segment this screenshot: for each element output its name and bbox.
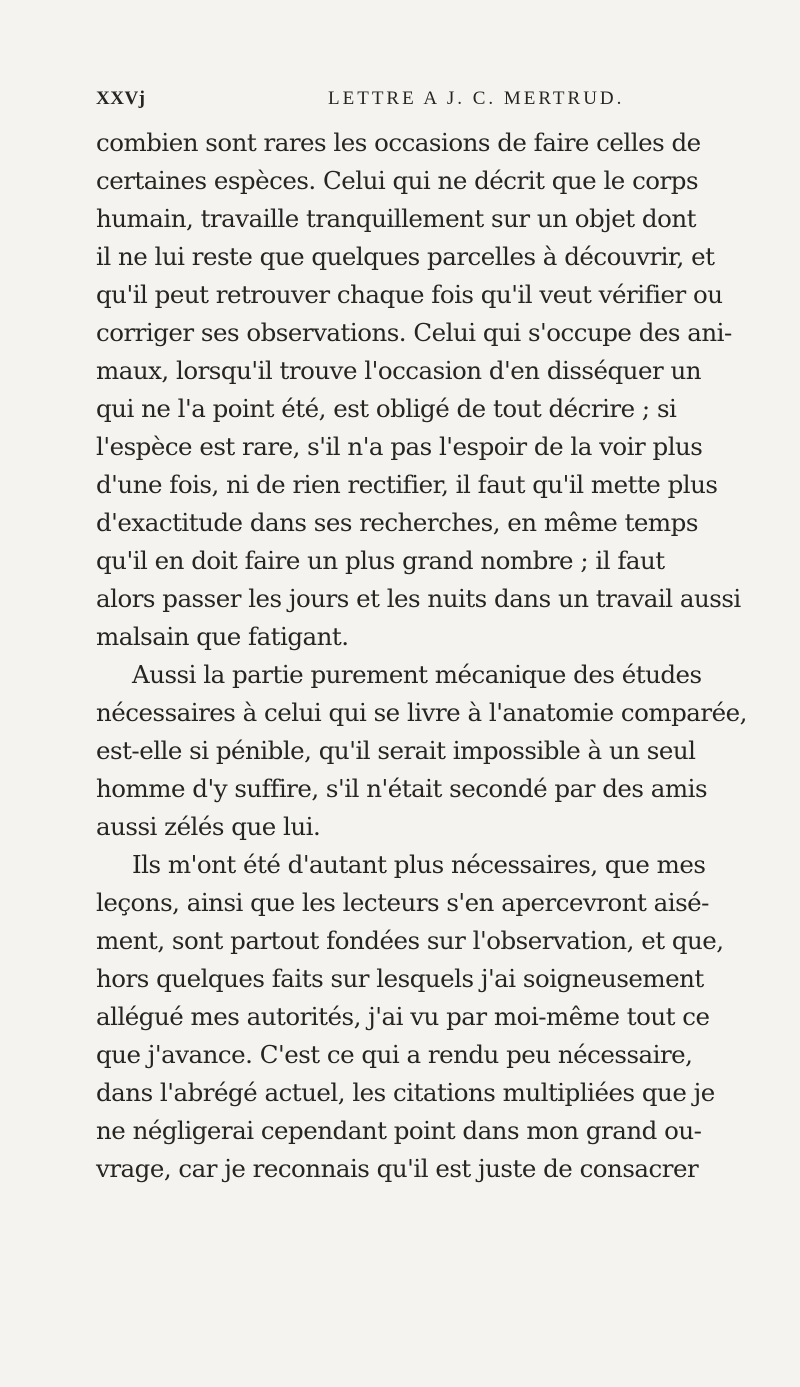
text-line: qu'il en doit faire un plus grand nombre ; il faut (96, 546, 665, 575)
text-line: alors passer les jours et les nuits dans un travail aussi (96, 584, 741, 613)
page-number: XXVj (96, 88, 146, 109)
text-line: humain, travaille tranquillement sur un objet dont (96, 204, 696, 233)
text-line: il ne lui reste que quelques parcelles à découvrir, et (96, 242, 715, 271)
paragraph-first-line: Aussi la partie purement mécanique des études (132, 660, 702, 689)
paragraph-first-line: Ils m'ont été d'autant plus nécessaires, que mes (132, 850, 706, 879)
text-line: nécessaires à celui qui se livre à l'anatomie comparée, (96, 698, 747, 727)
text-line: allégué mes autorités, j'ai vu par moi-même tout ce (96, 1002, 710, 1031)
text-line: est-elle si pénible, qu'il serait impossible à un seul (96, 736, 696, 765)
text-line: combien sont rares les occasions de faire celles de (96, 128, 701, 157)
text-line: qui ne l'a point été, est obligé de tout décrire ; si (96, 394, 677, 423)
text-line: homme d'y suffire, s'il n'était secondé par des amis (96, 774, 708, 803)
text-line: dans l'abrégé actuel, les citations multipliées que je (96, 1078, 715, 1107)
text-line: l'espèce est rare, s'il n'a pas l'espoir de la voir plus (96, 432, 703, 461)
text-line: d'une fois, ni de rien rectifier, il faut qu'il mette plus (96, 470, 718, 499)
body-text (96, 124, 747, 1188)
text-line: qu'il peut retrouver chaque fois qu'il veut vérifier ou (96, 280, 723, 309)
text-line: ment, sont partout fondées sur l'observation, et que, (96, 926, 724, 955)
text-line: ne négligerai cependant point dans mon grand ou- (96, 1116, 702, 1145)
text-line: certaines espèces. Celui qui ne décrit que le corps (96, 166, 699, 195)
text-line: aussi zélés que lui. (96, 812, 321, 841)
text-line: que j'avance. C'est ce qui a rendu peu nécessaire, (96, 1040, 693, 1069)
text-line: malsain que fatigant. (96, 622, 349, 651)
running-title: LETTRE A J. C. MERTRUD. (328, 88, 625, 109)
text-line: hors quelques faits sur lesquels j'ai soigneusement (96, 964, 704, 993)
text-line: vrage, car je reconnais qu'il est juste de consacrer (96, 1154, 699, 1183)
text-line: d'exactitude dans ses recherches, en même temps (96, 508, 698, 537)
text-line: maux, lorsqu'il trouve l'occasion d'en disséquer un (96, 356, 702, 385)
text-line: corriger ses observations. Celui qui s'occupe des ani- (96, 318, 732, 347)
running-head (96, 88, 656, 114)
text-line: leçons, ainsi que les lecteurs s'en apercevront aisé- (96, 888, 709, 917)
